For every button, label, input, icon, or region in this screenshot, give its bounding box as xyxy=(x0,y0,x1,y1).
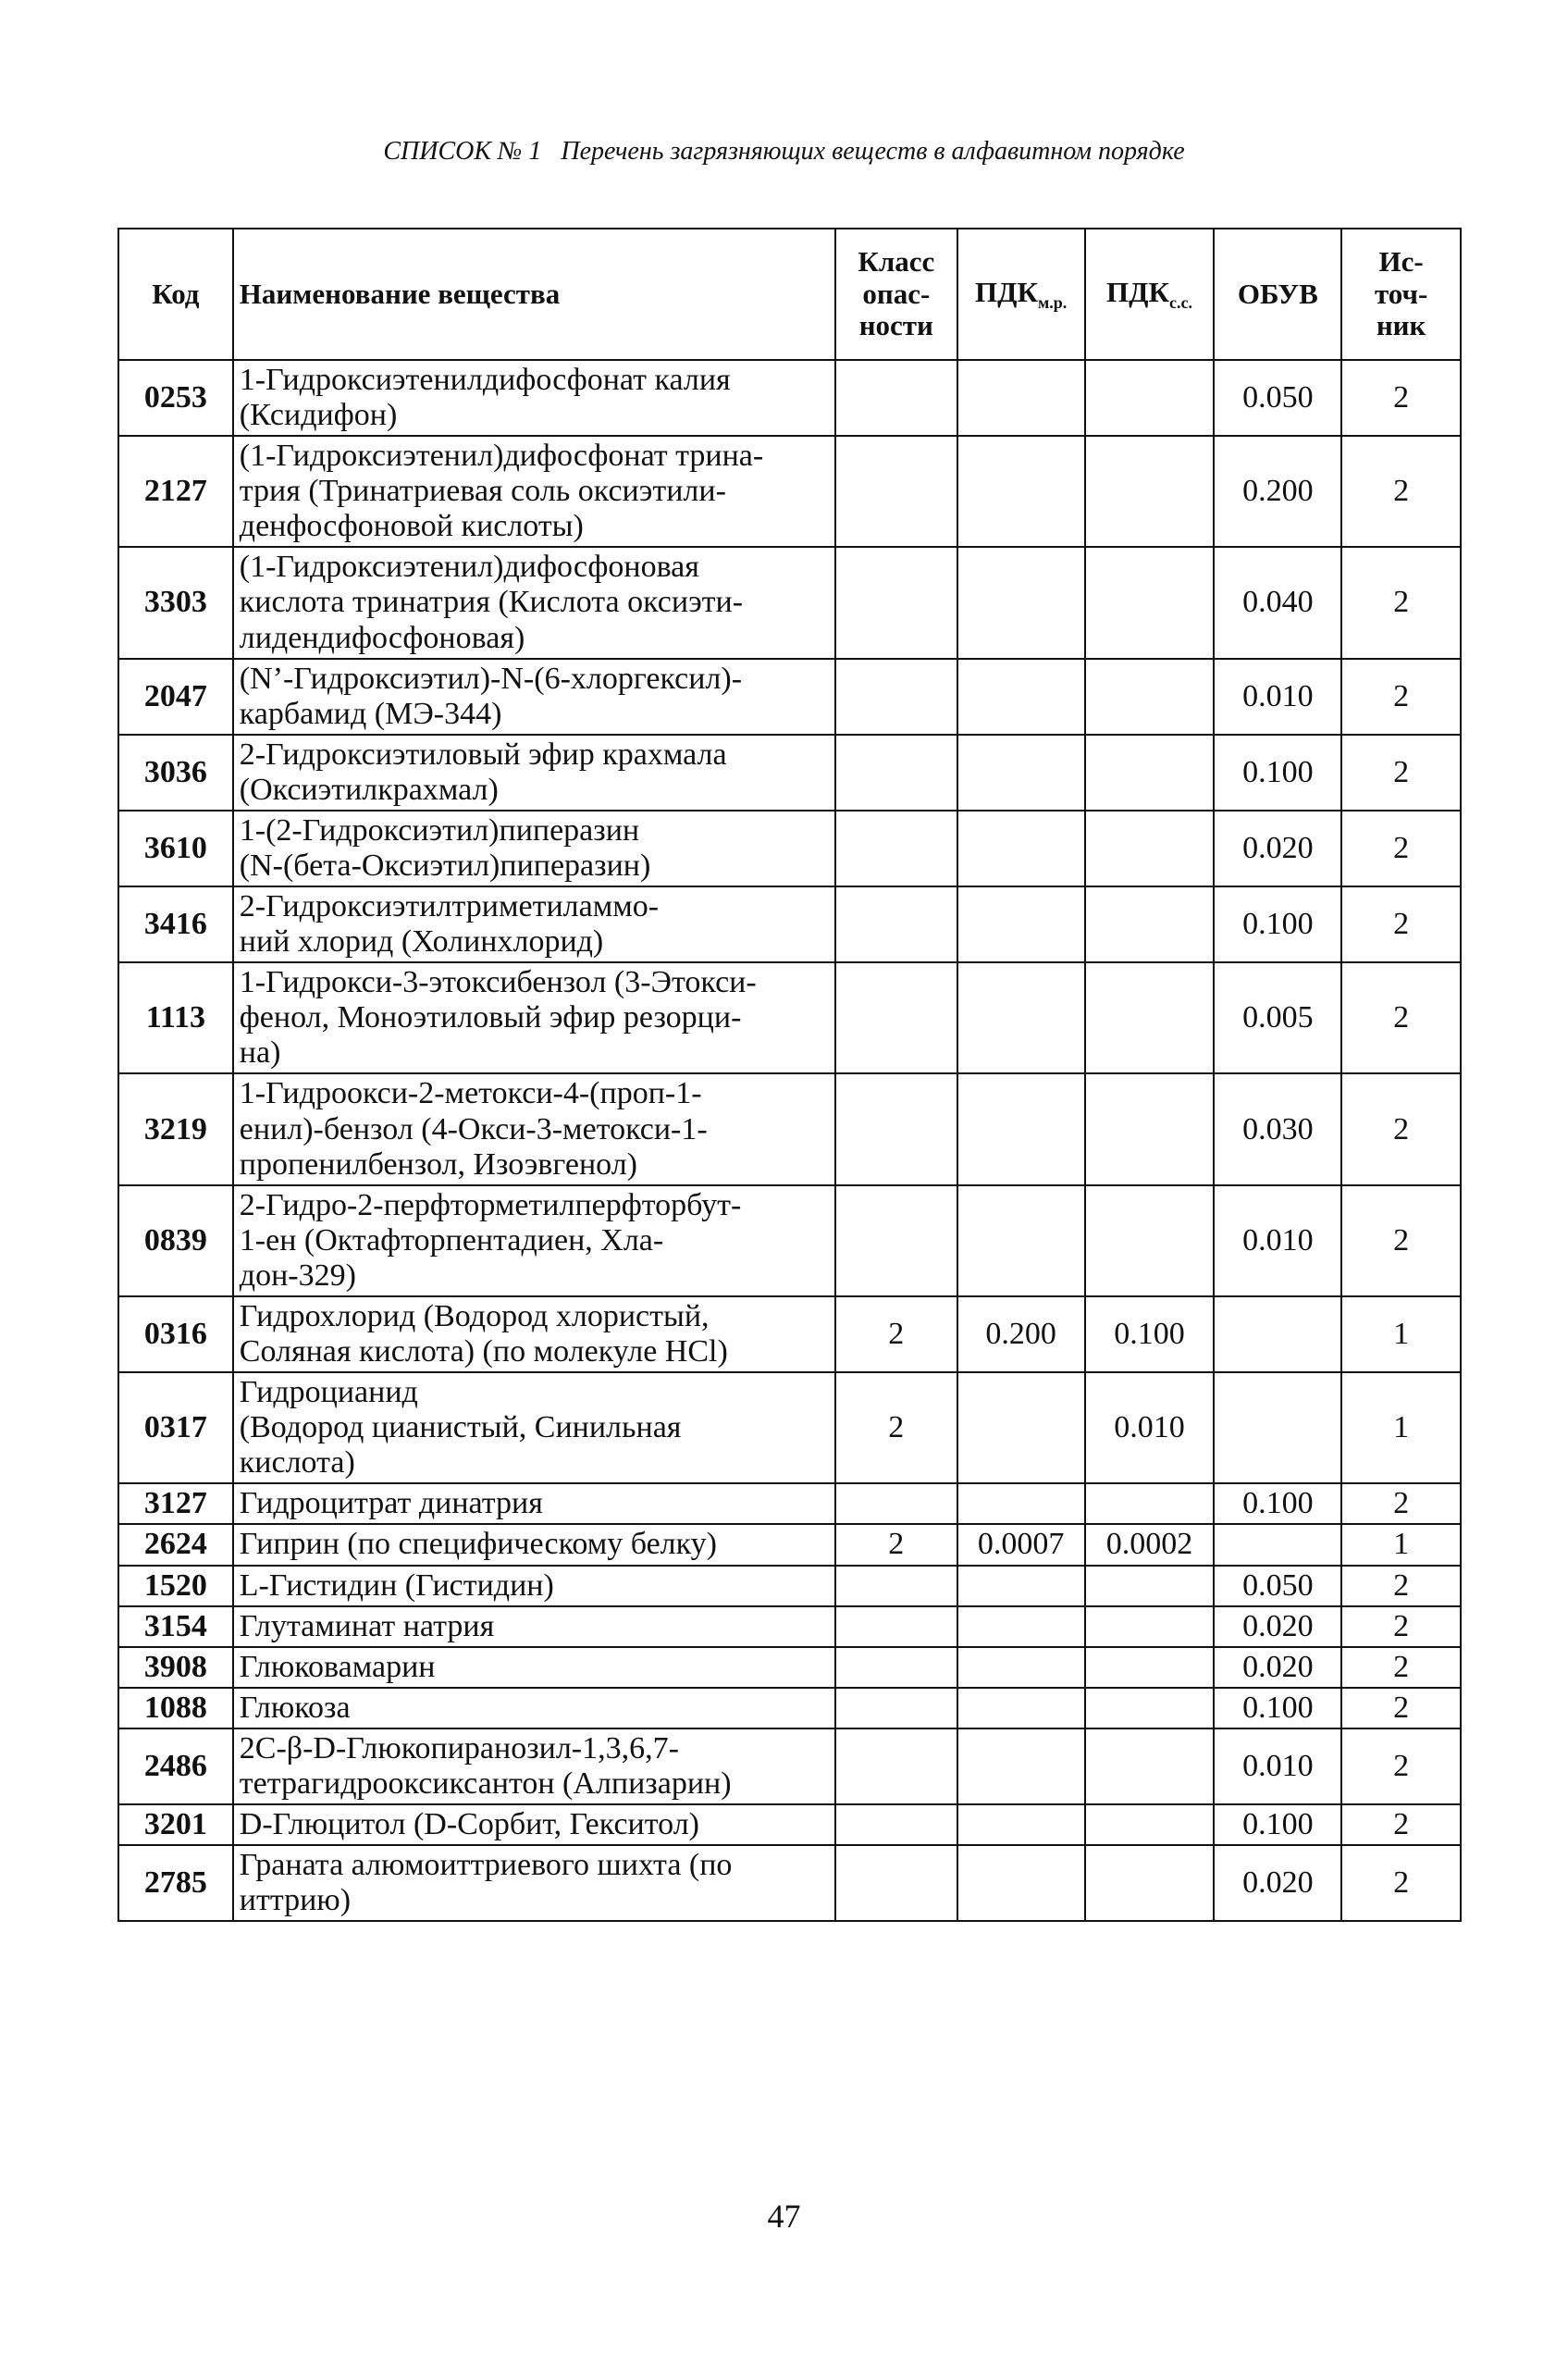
substance-name-line: денфосфоновой кислоты) xyxy=(239,509,584,544)
hazard-class-cell xyxy=(835,962,957,1073)
table-row xyxy=(118,886,1461,962)
column-header-code: Код xyxy=(118,229,233,360)
substance-name-line: 1-Гидроокси-2-метокси-4-(проп-1- xyxy=(239,1076,702,1111)
substance-code: 0839 xyxy=(118,1185,233,1296)
substance-name xyxy=(233,1845,835,1921)
substance-code: 3416 xyxy=(118,886,233,962)
pdk-ss-cell: 0.010 xyxy=(1085,1372,1215,1483)
pdk-mr-cell xyxy=(957,1728,1085,1804)
pdk-mr-cell xyxy=(957,1606,1085,1647)
source-line: точ- xyxy=(1374,277,1428,310)
obuv-cell: 0.100 xyxy=(1214,1483,1341,1524)
pdk-mr-cell xyxy=(957,659,1085,735)
pdk-ss-cell: 0.0002 xyxy=(1085,1524,1215,1565)
page-number: 47 xyxy=(767,2198,801,2235)
substance-name-line: карбамид (МЭ-344) xyxy=(239,696,502,731)
substance-name xyxy=(233,1073,835,1184)
substance-name-line: Гиприн (по специфическому белку) xyxy=(239,1527,717,1562)
source-cell: 1 xyxy=(1341,1372,1461,1483)
substance-code: 3127 xyxy=(118,1483,233,1524)
substance-name-line: тетрагидрооксиксантон (Алпизарин) xyxy=(239,1766,732,1801)
substance-code: 1113 xyxy=(118,962,233,1073)
substance-name xyxy=(233,1296,835,1372)
pdk-mr-cell xyxy=(957,962,1085,1073)
substance-name xyxy=(233,1647,835,1688)
pdk-mr-cell xyxy=(957,1185,1085,1296)
table-row xyxy=(118,1804,1461,1845)
substance-name xyxy=(233,1728,835,1804)
substance-name-line: D-Глюцитол (D-Сорбит, Гекситол) xyxy=(239,1806,699,1841)
pdk-mr-cell xyxy=(957,735,1085,811)
table-row xyxy=(118,1483,1461,1524)
table-row xyxy=(118,1845,1461,1921)
pdk-mr-cell xyxy=(957,1372,1085,1483)
pdk-mr-cell: 0.200 xyxy=(957,1296,1085,1372)
hazard-class-cell xyxy=(835,1566,957,1606)
substance-name-line: Граната алюмоиттриевого шихта (по xyxy=(239,1848,733,1883)
table-row xyxy=(118,360,1461,436)
substance-name xyxy=(233,1524,835,1565)
substance-name-line: трия (Тринатриевая соль оксиэтили- xyxy=(239,474,726,509)
pdk-ss-cell xyxy=(1085,360,1215,436)
pdk-ss-cell xyxy=(1085,1688,1215,1728)
obuv-cell: 0.020 xyxy=(1214,1845,1341,1921)
substance-name-line: Глюкоза xyxy=(239,1690,351,1725)
table-row xyxy=(118,1606,1461,1647)
source-cell: 2 xyxy=(1341,886,1461,962)
substance-name-line: фенол, Моноэтиловый эфир резорци- xyxy=(239,1000,742,1035)
pdk-ss-cell xyxy=(1085,1606,1215,1647)
table-row xyxy=(118,1524,1461,1565)
source-cell: 2 xyxy=(1341,659,1461,735)
hazard-class-cell xyxy=(835,1845,957,1921)
hazard-class-cell xyxy=(835,360,957,436)
page-header xyxy=(0,137,1568,167)
source-cell: 2 xyxy=(1341,1647,1461,1688)
obuv-cell xyxy=(1214,1372,1341,1483)
hazard-class-cell xyxy=(835,1804,957,1845)
substance-name xyxy=(233,886,835,962)
substance-code: 1088 xyxy=(118,1688,233,1728)
substance-code: 2785 xyxy=(118,1845,233,1921)
substance-code: 3610 xyxy=(118,811,233,886)
column-header-hazard-class xyxy=(835,229,957,360)
obuv-cell: 0.200 xyxy=(1214,436,1341,547)
pdk-mr-cell xyxy=(957,1804,1085,1845)
table-header-row xyxy=(118,229,1461,360)
pdk-ss-cell xyxy=(1085,962,1215,1073)
hazard-class-cell xyxy=(835,886,957,962)
substance-code: 3303 xyxy=(118,547,233,658)
pdk-ss-label: ПДК xyxy=(1106,275,1169,308)
obuv-cell: 0.100 xyxy=(1214,735,1341,811)
table-row xyxy=(118,1647,1461,1688)
pdk-ss-cell xyxy=(1085,1728,1215,1804)
substance-name-line: 1-Гидрокси-3-этоксибензол (3-Этокси- xyxy=(239,965,757,1000)
obuv-cell: 0.030 xyxy=(1214,1073,1341,1184)
pdk-ss-cell xyxy=(1085,886,1215,962)
pdk-ss-cell xyxy=(1085,1483,1215,1524)
source-cell: 2 xyxy=(1341,1804,1461,1845)
obuv-cell: 0.100 xyxy=(1214,886,1341,962)
source-cell: 2 xyxy=(1341,1688,1461,1728)
substance-name xyxy=(233,360,835,436)
substance-name-line: Гидроцитрат динатрия xyxy=(239,1486,543,1521)
table-row xyxy=(118,1728,1461,1804)
pdk-ss-cell xyxy=(1085,547,1215,658)
substance-name-line: (N’-Гидроксиэтил)-N-(6-хлоргексил)- xyxy=(239,661,743,696)
hazard-class-cell xyxy=(835,1073,957,1184)
hazard-class-cell xyxy=(835,1688,957,1728)
substance-name-line: 2-Гидроксиэтилтриметиламмо- xyxy=(239,889,660,924)
source-cell: 2 xyxy=(1341,547,1461,658)
pdk-ss-cell xyxy=(1085,811,1215,886)
substance-name-line: (1-Гидроксиэтенил)дифосфонат трина- xyxy=(239,439,764,474)
pdk-mr-label: ПДК xyxy=(975,275,1038,308)
substance-name-line: 1-Гидроксиэтенилдифосфонат калия xyxy=(239,363,731,397)
substance-code: 3036 xyxy=(118,735,233,811)
pdk-mr-cell xyxy=(957,360,1085,436)
substance-name-line: Гидроцианид xyxy=(239,1375,418,1410)
pdk-mr-cell xyxy=(957,811,1085,886)
substance-name-line: кислота) xyxy=(239,1445,355,1481)
source-cell: 1 xyxy=(1341,1296,1461,1372)
source-cell: 2 xyxy=(1341,1728,1461,1804)
substance-name xyxy=(233,1606,835,1647)
substance-name-line: 2-Гидро-2-перфторметилперфторбут- xyxy=(239,1187,742,1222)
substance-name-line: Глюковамарин xyxy=(239,1649,436,1684)
substance-name-line: лидендифосфоновая) xyxy=(239,620,525,655)
pdk-ss-cell: 0.100 xyxy=(1085,1296,1215,1372)
substance-name-line: дон-329) xyxy=(239,1258,356,1293)
column-header-name: Наименование вещества xyxy=(233,229,835,360)
table-row xyxy=(118,436,1461,547)
substance-name xyxy=(233,436,835,547)
substance-name-line: (Ксидифон) xyxy=(239,398,398,433)
obuv-cell: 0.005 xyxy=(1214,962,1341,1073)
substance-name-line: на) xyxy=(239,1035,281,1071)
substance-name-line: енил)-бензол (4-Окси-3-метокси-1- xyxy=(239,1111,708,1146)
obuv-cell: 0.010 xyxy=(1214,659,1341,735)
substance-code: 0253 xyxy=(118,360,233,436)
pdk-ss-cell xyxy=(1085,436,1215,547)
substance-name xyxy=(233,962,835,1073)
table-body xyxy=(118,360,1461,1921)
source-cell: 2 xyxy=(1341,1606,1461,1647)
source-cell: 2 xyxy=(1341,1185,1461,1296)
table-row xyxy=(118,811,1461,886)
hazard-class-line: опас- xyxy=(862,277,931,310)
pdk-mr-cell xyxy=(957,436,1085,547)
substance-name-line: (Водород цианистый, Синильная xyxy=(239,1410,682,1445)
substance-name-line: (N-(бета-Оксиэтил)пиперазин) xyxy=(239,849,651,884)
hazard-class-cell xyxy=(835,735,957,811)
substance-code: 3219 xyxy=(118,1073,233,1184)
pdk-mr-cell xyxy=(957,1483,1085,1524)
hazard-class-cell: 2 xyxy=(835,1524,957,1565)
table-row xyxy=(118,1372,1461,1483)
source-cell: 2 xyxy=(1341,1073,1461,1184)
pdk-mr-cell: 0.0007 xyxy=(957,1524,1085,1565)
hazard-class-cell xyxy=(835,1728,957,1804)
hazard-class-cell xyxy=(835,811,957,886)
list-subtitle: Перечень загрязняющих веществ в алфавитном порядке xyxy=(561,137,1185,166)
pdk-mr-cell xyxy=(957,1073,1085,1184)
hazard-class-line: ности xyxy=(858,309,933,342)
column-header-pdk-ss xyxy=(1085,229,1215,360)
substance-name-line: 1-(2-Гидроксиэтил)пиперазин xyxy=(239,812,640,848)
table-row xyxy=(118,1073,1461,1184)
substance-name-line: иттрию) xyxy=(239,1883,352,1918)
substance-name-line: ний хлорид (Холинхлорид) xyxy=(239,924,604,960)
hazard-class-cell: 2 xyxy=(835,1296,957,1372)
substances-table xyxy=(117,228,1462,1922)
substance-name-line: Глутаминат натрия xyxy=(239,1608,495,1643)
obuv-cell: 0.050 xyxy=(1214,360,1341,436)
obuv-cell: 0.040 xyxy=(1214,547,1341,658)
source-cell: 2 xyxy=(1341,360,1461,436)
table-row xyxy=(118,1566,1461,1606)
substance-name-line: 1-ен (Октафторпентадиен, Хла- xyxy=(239,1222,664,1258)
substance-name xyxy=(233,735,835,811)
hazard-class-line: Класс xyxy=(858,244,935,278)
substance-name-line: Гидрохлорид (Водород хлористый, xyxy=(239,1298,710,1333)
source-cell: 2 xyxy=(1341,962,1461,1073)
source-cell: 2 xyxy=(1341,1483,1461,1524)
substance-code: 3908 xyxy=(118,1647,233,1688)
obuv-cell: 0.010 xyxy=(1214,1728,1341,1804)
substance-name xyxy=(233,811,835,886)
pdk-mr-cell xyxy=(957,1647,1085,1688)
obuv-cell: 0.100 xyxy=(1214,1688,1341,1728)
column-header-source xyxy=(1341,229,1461,360)
substance-name xyxy=(233,659,835,735)
pdk-mr-cell xyxy=(957,886,1085,962)
hazard-class-cell xyxy=(835,1483,957,1524)
substance-name xyxy=(233,547,835,658)
table-row xyxy=(118,547,1461,658)
pdk-ss-subscript: с.с. xyxy=(1168,293,1192,313)
obuv-cell: 0.020 xyxy=(1214,1647,1341,1688)
substance-name xyxy=(233,1483,835,1524)
hazard-class-cell xyxy=(835,1647,957,1688)
hazard-class-cell xyxy=(835,1606,957,1647)
substance-code: 2486 xyxy=(118,1728,233,1804)
hazard-class-cell xyxy=(835,1185,957,1296)
obuv-cell: 0.100 xyxy=(1214,1804,1341,1845)
substance-code: 3201 xyxy=(118,1804,233,1845)
substance-name xyxy=(233,1372,835,1483)
substance-name-line: (1-Гидроксиэтенил)дифосфоновая xyxy=(239,550,699,585)
hazard-class-cell xyxy=(835,547,957,658)
substance-name xyxy=(233,1185,835,1296)
table-row xyxy=(118,1185,1461,1296)
source-cell: 1 xyxy=(1341,1524,1461,1565)
substance-name xyxy=(233,1688,835,1728)
substance-code: 2624 xyxy=(118,1524,233,1565)
source-line: ник xyxy=(1376,309,1426,342)
pdk-mr-cell xyxy=(957,1688,1085,1728)
substance-code: 0316 xyxy=(118,1296,233,1372)
obuv-cell xyxy=(1214,1524,1341,1565)
column-header-pdk-mr xyxy=(957,229,1085,360)
obuv-cell: 0.020 xyxy=(1214,1606,1341,1647)
source-cell: 2 xyxy=(1341,436,1461,547)
substance-name-line: Соляная кислота) (по молекуле HCl) xyxy=(239,1334,728,1369)
pdk-ss-cell xyxy=(1085,1845,1215,1921)
obuv-cell: 0.020 xyxy=(1214,811,1341,886)
substance-code: 2047 xyxy=(118,659,233,735)
table-row xyxy=(118,962,1461,1073)
pdk-ss-cell xyxy=(1085,1073,1215,1184)
source-cell: 2 xyxy=(1341,1845,1461,1921)
substance-code: 3154 xyxy=(118,1606,233,1647)
obuv-cell xyxy=(1214,1296,1341,1372)
substance-name-line: 2-Гидроксиэтиловый эфир крахмала xyxy=(239,737,727,772)
substance-name-line: кислота тринатрия (Кислота оксиэти- xyxy=(239,585,744,620)
list-title: СПИСОК № 1 xyxy=(383,137,542,166)
obuv-cell: 0.050 xyxy=(1214,1566,1341,1606)
pdk-ss-cell xyxy=(1085,1566,1215,1606)
table-row xyxy=(118,1688,1461,1728)
pdk-mr-cell xyxy=(957,1845,1085,1921)
substance-name-line: пропенилбензол, Изоэвгенол) xyxy=(239,1146,637,1182)
column-header-obuv: ОБУВ xyxy=(1214,229,1341,360)
substance-name-line: (Оксиэтилкрахмал) xyxy=(239,772,499,807)
substance-name-line: 2C-β-D-Глюкопиранозил-1,3,6,7- xyxy=(239,1730,679,1766)
substance-code: 1520 xyxy=(118,1566,233,1606)
substance-code: 0317 xyxy=(118,1372,233,1483)
pdk-ss-cell xyxy=(1085,1804,1215,1845)
source-cell: 2 xyxy=(1341,735,1461,811)
source-cell: 2 xyxy=(1341,1566,1461,1606)
pdk-mr-cell xyxy=(957,547,1085,658)
source-cell: 2 xyxy=(1341,811,1461,886)
pdk-ss-cell xyxy=(1085,1185,1215,1296)
pdk-ss-cell xyxy=(1085,1647,1215,1688)
hazard-class-cell: 2 xyxy=(835,1372,957,1483)
hazard-class-cell xyxy=(835,436,957,547)
pdk-mr-subscript: м.р. xyxy=(1037,293,1068,313)
pdk-ss-cell xyxy=(1085,735,1215,811)
substance-code: 2127 xyxy=(118,436,233,547)
hazard-class-cell xyxy=(835,659,957,735)
pdk-mr-cell xyxy=(957,1566,1085,1606)
table-row xyxy=(118,659,1461,735)
source-line: Ис- xyxy=(1378,244,1424,278)
substance-name xyxy=(233,1566,835,1606)
substance-name xyxy=(233,1804,835,1845)
substance-name-line: L-Гистидин (Гистидин) xyxy=(239,1567,554,1603)
table-row xyxy=(118,735,1461,811)
obuv-cell: 0.010 xyxy=(1214,1185,1341,1296)
pdk-ss-cell xyxy=(1085,659,1215,735)
table-row xyxy=(118,1296,1461,1372)
